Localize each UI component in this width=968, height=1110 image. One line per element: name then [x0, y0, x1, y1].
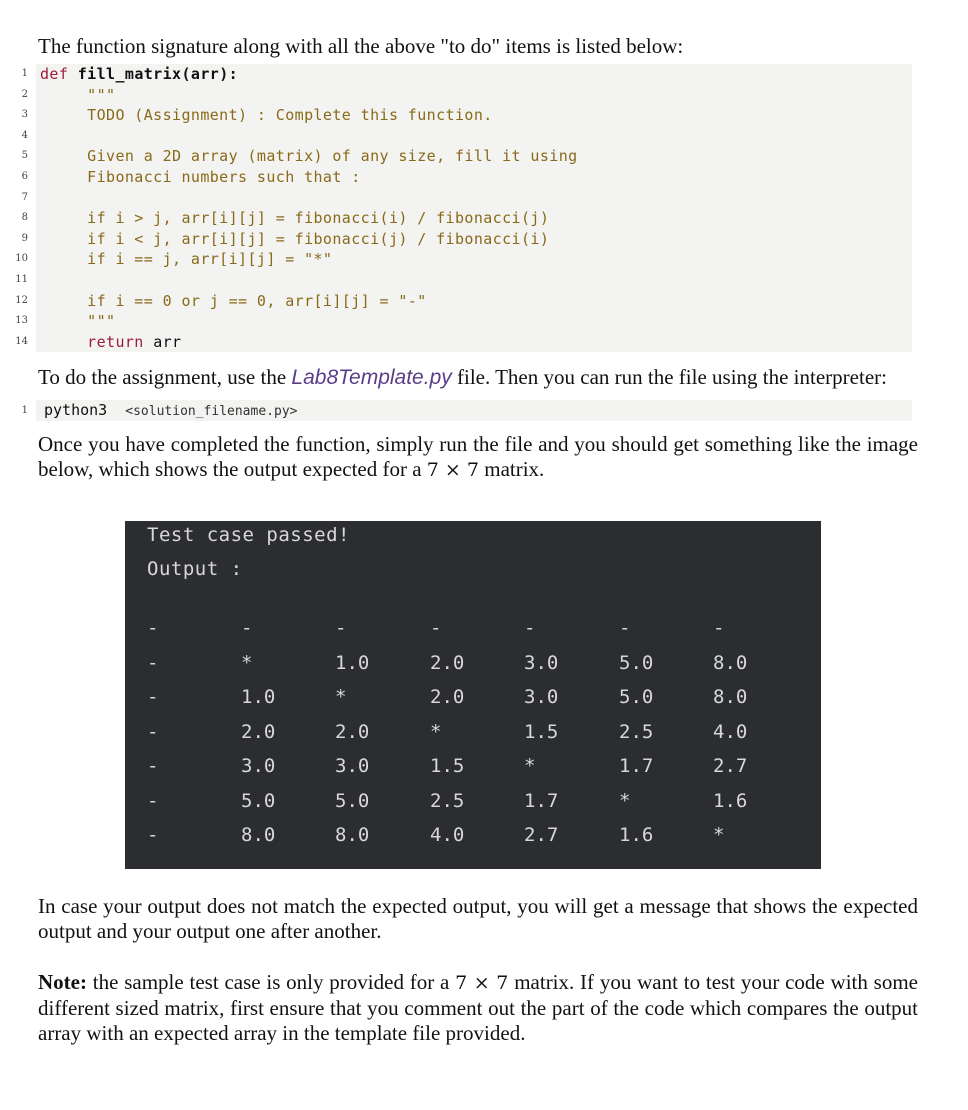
matrix-cell: *	[335, 686, 347, 708]
note-text-1: the sample test case is only provided for a	[86, 970, 450, 994]
todo-comment: TODO (Assignment) : Complete this function.	[87, 106, 493, 125]
todo-text-before: To do the assignment, use the	[38, 365, 292, 389]
line-number: 7	[21, 191, 28, 203]
note-paragraph	[38, 970, 918, 1046]
matrix-cell: 5.0	[619, 686, 654, 708]
docstring-open: """	[87, 85, 116, 104]
code-line	[0, 105, 912, 126]
code-line	[0, 229, 912, 250]
matrix-cell: *	[619, 790, 631, 812]
line-number: 8	[21, 212, 28, 224]
code-listing	[0, 64, 912, 352]
matrix-cell: -	[147, 652, 159, 674]
matrix-cell: 5.0	[619, 652, 654, 674]
matrix-cell: 8.0	[713, 686, 748, 708]
line-number: 6	[21, 170, 28, 182]
mismatch-paragraph: In case your output does not match the expected output, you will get a message that shows the expected output and your output one after another.	[38, 894, 918, 943]
matrix-cell: 1.0	[335, 652, 370, 674]
matrix-cell: *	[713, 824, 725, 846]
matrix-cell: -	[335, 617, 347, 639]
function-name: fill_matrix	[77, 65, 182, 83]
matrix-cell: -	[430, 617, 442, 639]
line-number: 13	[15, 315, 28, 327]
code-line	[0, 167, 912, 188]
matrix-cell: 1.5	[524, 721, 559, 743]
todo-text-after: file. Then you can run the file using the interpreter:	[451, 365, 887, 389]
code-line	[0, 249, 912, 270]
matrix-cell: 2.7	[524, 824, 559, 846]
note-label: Note:	[38, 970, 87, 994]
matrix-cell: *	[430, 721, 442, 743]
code-line	[0, 208, 912, 229]
matrix-cell: 2.7	[713, 755, 748, 777]
line-number: 5	[21, 150, 28, 162]
matrix-cell: 3.0	[524, 652, 559, 674]
docstring-given-2: Fibonacci numbers such that :	[87, 167, 361, 186]
matrix-cell: 2.5	[430, 790, 465, 812]
matrix-cell: 1.7	[524, 790, 559, 812]
output-label-line: Output :	[147, 558, 243, 580]
matrix-cell: -	[619, 617, 631, 639]
code-line	[0, 188, 912, 209]
return-keyword: return	[87, 332, 144, 351]
matrix-cell: *	[241, 652, 253, 674]
once-paragraph	[38, 432, 918, 483]
matrix-cell: -	[147, 721, 159, 743]
line-number: 1	[21, 405, 28, 416]
line-number: 2	[21, 88, 28, 100]
matrix-cell: 1.0	[241, 686, 276, 708]
note-dims: 7 × 7	[455, 972, 509, 994]
matrix-cell: *	[524, 755, 536, 777]
command-argument: <solution_filename.py>	[125, 404, 298, 419]
matrix-cell: 8.0	[713, 652, 748, 674]
def-keyword: def	[40, 65, 69, 83]
note-text-2: matrix. If you want to test your code with some different sized matrix, first ensure that you comment out the part of the code which compares the output array with an expected array in the template file provided.	[38, 970, 918, 1045]
matrix-cell: 2.0	[430, 686, 465, 708]
matrix-cell: 3.0	[335, 755, 370, 777]
matrix-cell: -	[713, 617, 725, 639]
command-listing	[0, 400, 912, 421]
matrix-cell: -	[147, 686, 159, 708]
code-line	[0, 146, 912, 167]
line-number: 1	[21, 68, 28, 79]
docstring-rule-1: if i > j, arr[i][j] = fibonacci(i) / fibonacci(j)	[87, 209, 550, 228]
matrix-cell: 2.0	[430, 652, 465, 674]
matrix-cell: -	[147, 755, 159, 777]
matrix-cell: 5.0	[335, 790, 370, 812]
matrix-cell: -	[147, 617, 159, 639]
return-value: arr	[153, 332, 182, 351]
line-number: 3	[21, 109, 28, 121]
docstring-given-1: Given a 2D array (matrix) of any size, fill it using	[87, 147, 578, 166]
docstring-rule-3: if i == j, arr[i][j] = "*"	[87, 250, 333, 269]
matrix-cell: -	[241, 617, 253, 639]
code-line	[0, 291, 912, 312]
docstring-rule-4: if i == 0 or j == 0, arr[i][j] = "-"	[87, 291, 427, 310]
matrix-cell: -	[147, 824, 159, 846]
once-dims: 7 × 7	[426, 459, 479, 481]
function-params: (arr):	[181, 65, 239, 83]
template-filename: Lab8Template.py	[291, 366, 452, 389]
matrix-cell: -	[147, 790, 159, 812]
matrix-cell: 1.6	[713, 790, 748, 812]
matrix-cell: 4.0	[430, 824, 465, 846]
line-number: 4	[21, 129, 28, 141]
matrix-cell: 5.0	[241, 790, 276, 812]
docstring-close: """	[87, 312, 116, 331]
matrix-cell: 8.0	[241, 824, 276, 846]
line-number: 14	[15, 335, 28, 347]
code-line	[0, 270, 912, 291]
matrix-cell: 1.6	[619, 824, 654, 846]
terminal-output	[125, 521, 821, 869]
matrix-cell: 1.7	[619, 755, 654, 777]
todo-paragraph	[38, 365, 918, 390]
matrix-cell: 4.0	[713, 721, 748, 743]
code-line	[0, 311, 912, 332]
matrix-cell: 2.0	[241, 721, 276, 743]
matrix-cell: -	[524, 617, 536, 639]
matrix-cell: 8.0	[335, 824, 370, 846]
matrix-cell: 2.0	[335, 721, 370, 743]
code-line	[0, 85, 912, 106]
line-number: 10	[15, 253, 28, 265]
matrix-cell: 3.0	[241, 755, 276, 777]
matrix-cell: 2.5	[619, 721, 654, 743]
code-line	[0, 126, 912, 147]
once-text: Once you have completed the function, simply run the file and you should get something like the image below, which shows the output expected for a	[38, 432, 918, 481]
intro-paragraph: The function signature along with all the above "to do" items is listed below:	[38, 34, 684, 58]
test-result-line: Test case passed!	[147, 524, 350, 546]
matrix-cell: 1.5	[430, 755, 465, 777]
line-number: 11	[15, 273, 28, 285]
code-line	[0, 64, 912, 85]
matrix-cell: 3.0	[524, 686, 559, 708]
once-end: matrix.	[484, 457, 545, 481]
code-line	[0, 332, 912, 353]
docstring-rule-2: if i < j, arr[i][j] = fibonacci(j) / fibonacci(i)	[87, 229, 550, 248]
line-number: 9	[21, 232, 28, 244]
line-number: 12	[15, 294, 28, 306]
command-name: python3	[44, 401, 108, 419]
